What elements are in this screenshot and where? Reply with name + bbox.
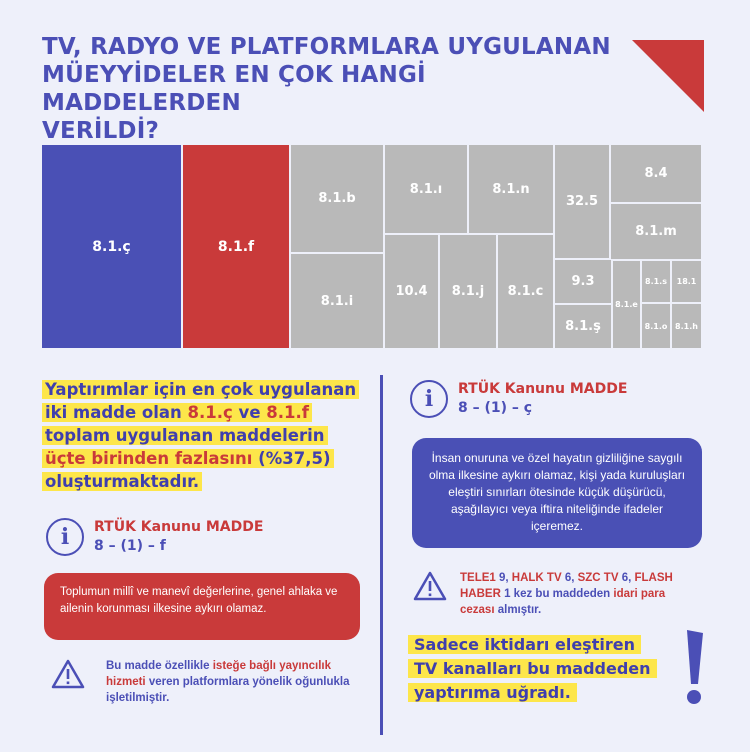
treemap-cell: 8.1.o — [642, 304, 670, 348]
title-line: VERİLDİ? — [42, 118, 160, 144]
article-title: RTÜK Kanunu MADDE — [94, 519, 264, 535]
title-line: MÜEYYİDELER EN ÇOK HANGİ MADDELERDEN — [42, 62, 426, 116]
treemap-cell: 8.1.ç — [42, 145, 181, 348]
title-line: TV, RADYO VE PLATFORMLARA UYGULANAN — [42, 34, 611, 60]
treemap-cell: 8.1.ı — [385, 145, 467, 233]
treemap-cell: 8.1.e — [613, 261, 640, 348]
right-article-box: İnsan onuruna ve özel hayatın gizliliğine saygılı olma ilkesine aykırı olamaz, kişi yada kuruluşları eleştiri sınırları ötesinde küçük düşürücü, aşağılayıcı veya iftira niteliğinde ifadeler içeremez. — [412, 438, 702, 548]
left-article-heading — [46, 518, 263, 556]
treemap-cell: 8.1.s — [642, 261, 670, 302]
article-number: 8 – (1) – ç — [458, 400, 533, 416]
treemap-cell: 18.1 — [672, 261, 701, 302]
highlight-statement: Yaptırımlar için en çok uygulanan iki madde olan 8.1.ç ve 8.1.f toplam uygulanan maddelerin üçte birinden fazlasını (%37,5) oluşturmaktadır. — [42, 378, 362, 493]
treemap-cell: 9.3 — [555, 260, 611, 303]
page-title — [42, 33, 632, 145]
info-icon: i — [410, 380, 448, 418]
treemap-cell: 8.4 — [611, 145, 701, 202]
right-article-heading — [410, 380, 627, 418]
final-statement: Sadece iktidarı eleştiren TV kanalları bu maddeden yaptırıma uğradı. — [408, 633, 663, 705]
treemap-cell: 8.1.c — [498, 235, 553, 348]
info-icon: i — [46, 518, 84, 556]
treemap — [42, 145, 701, 348]
warning-icon — [412, 570, 448, 602]
treemap-cell: 8.1.h — [672, 304, 701, 348]
right-note: TELE1 9, HALK TV 6, SZC TV 6, FLASH HABER 1 kez bu maddeden idari para cezası almıştır. — [412, 570, 702, 618]
treemap-cell: 8.1.j — [440, 235, 496, 348]
corner-triangle — [632, 40, 704, 112]
exclamation-icon — [683, 628, 705, 706]
treemap-cell: 8.1.f — [183, 145, 289, 348]
warning-icon — [50, 658, 86, 690]
treemap-cell: 8.1.ş — [555, 305, 611, 348]
treemap-cell: 8.1.i — [291, 254, 383, 348]
column-divider — [380, 375, 383, 735]
left-article-box: Toplumun millî ve manevî değerlerine, genel ahlaka ve ailenin korunması ilkesine aykırı olamaz. — [44, 573, 360, 640]
treemap-cell: 32.5 — [555, 145, 609, 258]
treemap-cell: 8.1.b — [291, 145, 383, 252]
treemap-cell: 8.1.n — [469, 145, 553, 233]
treemap-cell: 10.4 — [385, 235, 438, 348]
treemap-cell: 8.1.m — [611, 204, 701, 259]
article-title: RTÜK Kanunu MADDE — [458, 381, 628, 397]
left-note: Bu madde özellikle isteğe bağlı yayıncılık hizmeti veren platformlara yönelik oğunlukla işletilmiştir. — [50, 658, 360, 706]
article-number: 8 – (1) – f — [94, 538, 166, 554]
